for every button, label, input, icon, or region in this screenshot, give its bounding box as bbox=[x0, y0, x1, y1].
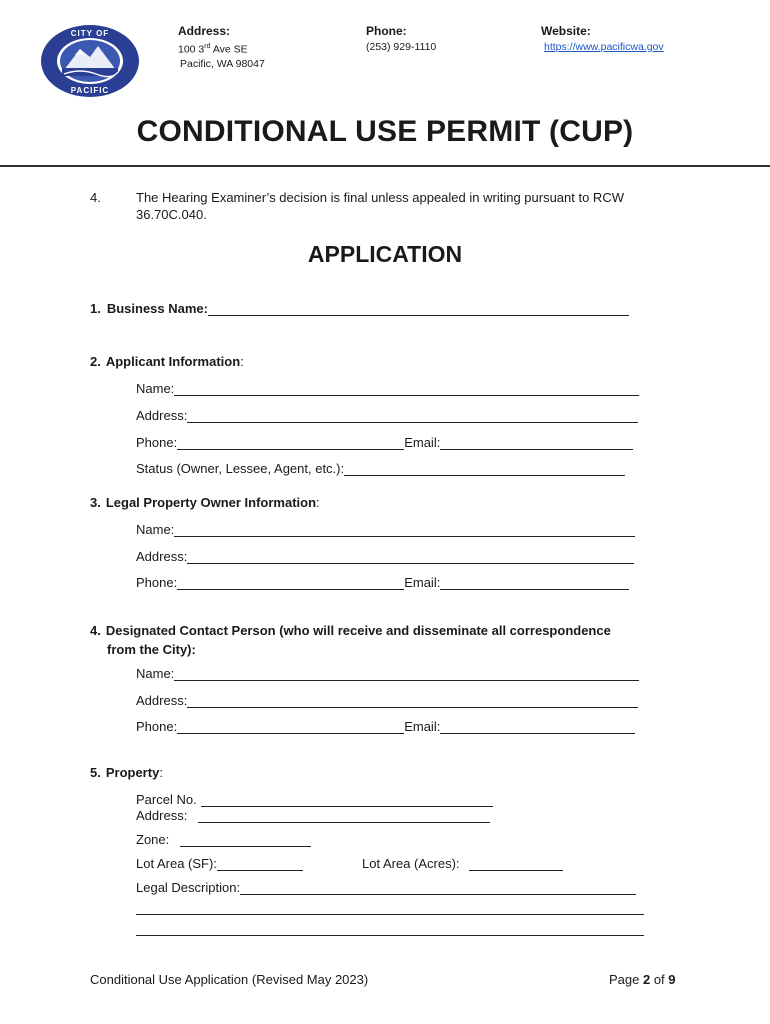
contact-address-input[interactable] bbox=[187, 694, 638, 708]
owner-address-row: Address: bbox=[136, 549, 634, 564]
applicant-name-row: Name: bbox=[136, 381, 639, 396]
owner-phone-row: Phone: Email: bbox=[136, 575, 629, 590]
contact-phone-input[interactable] bbox=[177, 720, 404, 734]
contact-phone-row: Phone: Email: bbox=[136, 719, 635, 734]
section-1-number: 1. bbox=[90, 301, 101, 316]
zone-row: Zone: bbox=[136, 832, 311, 847]
property-label: Property bbox=[105, 765, 160, 780]
city-seal-icon bbox=[40, 24, 140, 98]
property-address-input[interactable] bbox=[198, 809, 490, 823]
business-name-input[interactable] bbox=[208, 302, 629, 316]
owner-name-input[interactable] bbox=[174, 523, 635, 537]
applicant-phone-input[interactable] bbox=[177, 436, 404, 450]
section-3-heading: 3. Legal Property Owner Information: bbox=[90, 495, 320, 510]
contact-name-row: Name: bbox=[136, 666, 639, 681]
contact-email-input[interactable] bbox=[440, 720, 635, 734]
legal-description-line-3[interactable] bbox=[136, 935, 644, 936]
lot-sf-input[interactable] bbox=[217, 857, 303, 871]
applicant-email-input[interactable] bbox=[440, 436, 633, 450]
note-number: 4. bbox=[90, 190, 101, 205]
lot-acres-input[interactable] bbox=[469, 857, 563, 871]
zone-input[interactable] bbox=[180, 833, 311, 847]
section-5-heading: 5. Property: bbox=[90, 765, 163, 780]
owner-phone-input[interactable] bbox=[177, 576, 404, 590]
applicant-status-row: Status (Owner, Lessee, Agent, etc.): bbox=[136, 461, 625, 476]
application-heading: APPLICATION bbox=[307, 241, 463, 267]
address-line1: 100 3rd Ave SE bbox=[178, 43, 248, 56]
title-divider bbox=[0, 165, 770, 167]
footer-page-number: Page 2 of 9 bbox=[609, 972, 676, 987]
website-link[interactable]: https://www.pacificwa.gov bbox=[544, 41, 664, 53]
applicant-phone-row: Phone: Email: bbox=[136, 435, 633, 450]
parcel-row: Parcel No. bbox=[136, 792, 493, 807]
svg-text:CITY OF: CITY OF bbox=[70, 29, 110, 38]
applicant-address-row: Address: bbox=[136, 408, 638, 423]
svg-text:PACIFIC: PACIFIC bbox=[70, 86, 110, 95]
business-name-label: Business Name: bbox=[106, 301, 208, 316]
legal-description-row: Legal Description: bbox=[136, 880, 636, 895]
property-address-row: Address: bbox=[136, 808, 490, 823]
footer-form-title: Conditional Use Application (Revised May 2023) bbox=[90, 972, 369, 987]
applicant-status-input[interactable] bbox=[344, 462, 625, 476]
owner-email-input[interactable] bbox=[440, 576, 629, 590]
page-title: CONDITIONAL USE PERMIT (CUP) bbox=[136, 115, 634, 148]
applicant-info-label: Applicant Information bbox=[105, 354, 241, 369]
contact-person-label: Designated Contact Person (who will receive and disseminate all correspondence bbox=[105, 623, 611, 638]
lot-sf-row: Lot Area (SF): bbox=[136, 856, 303, 871]
owner-address-input[interactable] bbox=[187, 550, 634, 564]
address-label: Address: bbox=[178, 24, 231, 38]
owner-name-row: Name: bbox=[136, 522, 635, 537]
applicant-name-input[interactable] bbox=[174, 382, 639, 396]
city-logo bbox=[40, 24, 140, 98]
owner-info-label: Legal Property Owner Information bbox=[105, 495, 317, 510]
header-address bbox=[178, 24, 265, 71]
legal-description-input[interactable] bbox=[240, 881, 636, 895]
phone-label: Phone: bbox=[366, 24, 407, 38]
parcel-input[interactable] bbox=[201, 793, 493, 807]
address-line2: Pacific, WA 98047 bbox=[180, 57, 265, 70]
header-website bbox=[541, 24, 664, 54]
contact-address-row: Address: bbox=[136, 693, 638, 708]
website-label: Website: bbox=[541, 24, 591, 38]
legal-description-line-2[interactable] bbox=[136, 914, 644, 915]
contact-name-input[interactable] bbox=[174, 667, 639, 681]
section-2-heading: 2. Applicant Information: bbox=[90, 354, 244, 369]
applicant-address-input[interactable] bbox=[187, 409, 638, 423]
lot-acres-row: Lot Area (Acres): bbox=[362, 856, 563, 871]
section-4-heading: 4. Designated Contact Person (who will receive and disseminate all correspondence from the City): bbox=[90, 623, 611, 657]
header-phone bbox=[366, 24, 436, 54]
business-name-row bbox=[90, 301, 629, 316]
phone-value: (253) 929-1110 bbox=[366, 41, 437, 53]
note-text: The Hearing Examiner’s decision is final unless appealed in writing pursuant to RCW 36.70C.040. bbox=[136, 190, 624, 222]
